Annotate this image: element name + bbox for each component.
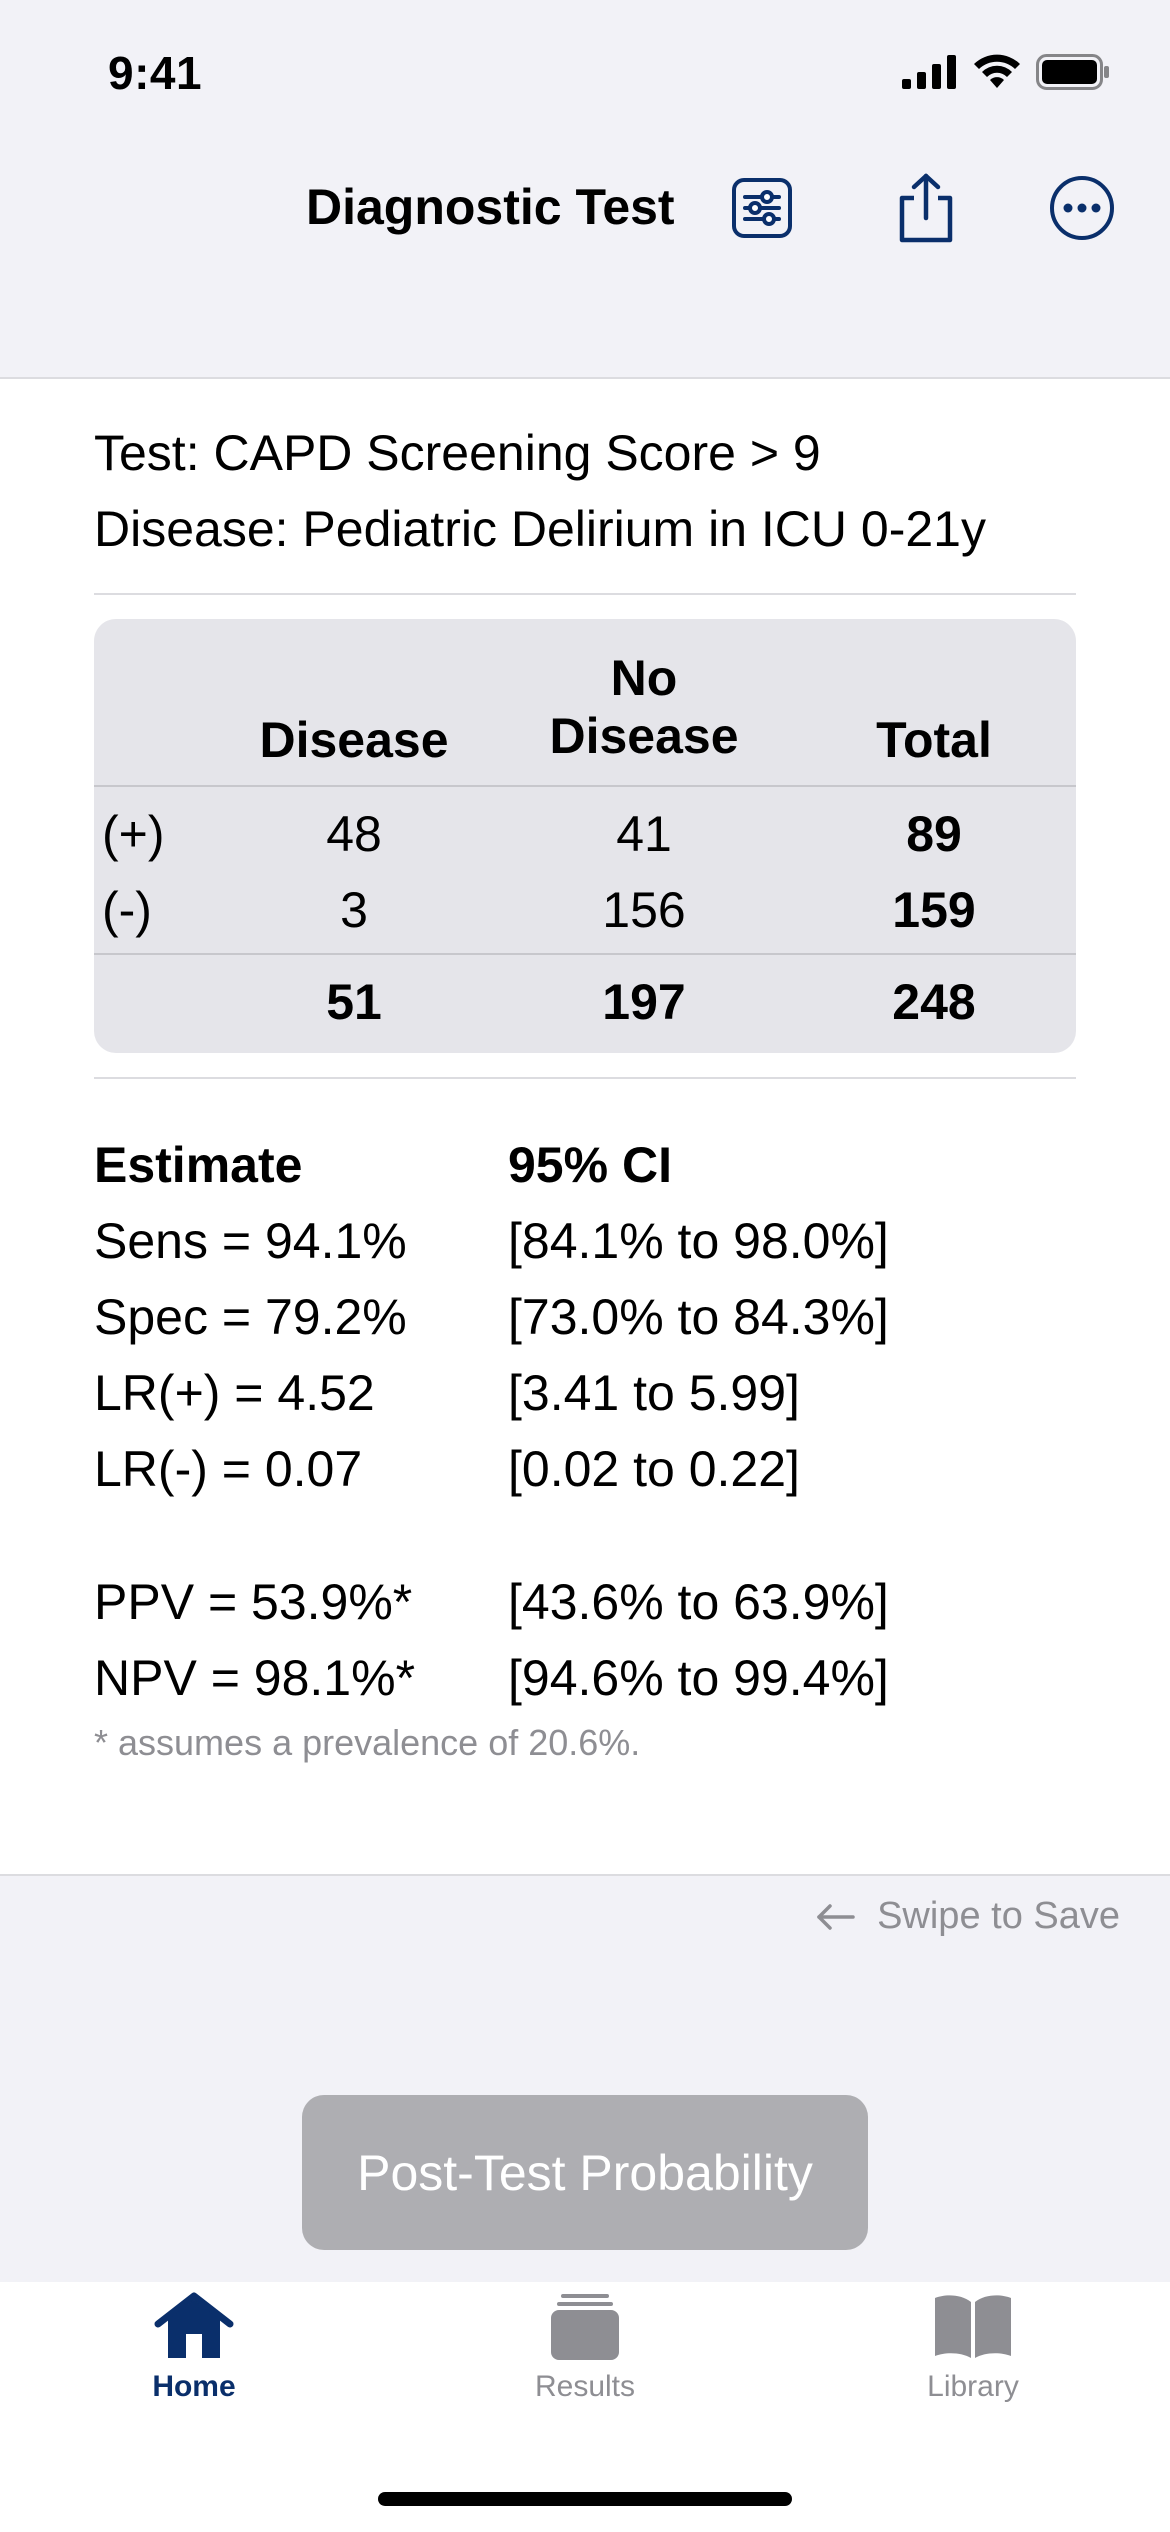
post-test-probability-button[interactable]: Post-Test Probability xyxy=(302,2095,868,2250)
cell-pos-no-disease: 41 xyxy=(616,806,672,862)
cell-neg-total: 159 xyxy=(892,882,976,938)
estimate-sens: Sens = 94.1% xyxy=(94,1213,407,1269)
estimate-npv: NPV = 98.1%* xyxy=(94,1650,416,1706)
table-divider xyxy=(94,1077,1076,1079)
page-title: Diagnostic Test xyxy=(306,179,675,235)
tab-home-label: Home xyxy=(152,2370,236,2403)
sliders-icon xyxy=(731,177,793,239)
col-header-no-disease-line1: No xyxy=(610,650,678,706)
home-indicator xyxy=(378,2492,792,2506)
estimate-lr-negative: LR(-) = 0.07 xyxy=(94,1441,363,1497)
info-divider xyxy=(94,593,1076,595)
col-header-disease: Disease xyxy=(259,712,449,768)
swipe-to-save-hint[interactable] xyxy=(815,1895,1120,1938)
test-name: Test: CAPD Screening Score > 9 xyxy=(94,425,821,481)
total-grand: 248 xyxy=(892,974,976,1030)
tab-results-label: Results xyxy=(534,2370,636,2403)
ci-npv: [94.6% to 99.4%] xyxy=(508,1650,889,1706)
col-header-no-disease-line2: Disease xyxy=(549,708,739,764)
estimate-header: Estimate xyxy=(94,1137,303,1193)
estimate-ppv: PPV = 53.9%* xyxy=(94,1574,413,1630)
ci-ppv: [43.6% to 63.9%] xyxy=(508,1574,889,1630)
share-button[interactable] xyxy=(888,170,964,246)
more-options-button[interactable] xyxy=(1044,170,1120,246)
tab-home[interactable] xyxy=(74,2290,314,2440)
row-label-positive: (+) xyxy=(102,806,165,862)
table-header-line xyxy=(94,785,1076,787)
cell-pos-disease: 48 xyxy=(326,806,382,862)
contingency-table xyxy=(94,619,1076,1053)
disease-name: Disease: Pediatric Delirium in ICU 0-21y xyxy=(94,501,986,557)
results-icon xyxy=(543,2290,627,2362)
status-bar xyxy=(0,0,1170,140)
navigation-bar xyxy=(0,140,1170,378)
table-total-line xyxy=(94,953,1076,955)
total-disease: 51 xyxy=(326,974,382,1030)
row-label-negative: (-) xyxy=(102,882,152,938)
library-icon xyxy=(931,2290,1015,2362)
ci-spec: [73.0% to 84.3%] xyxy=(508,1289,889,1345)
status-icons xyxy=(902,52,1110,92)
cell-neg-disease: 3 xyxy=(340,882,368,938)
tab-library-label: Library xyxy=(927,2370,1019,2403)
col-header-total: Total xyxy=(876,712,992,768)
arrow-left-icon xyxy=(815,1902,855,1932)
status-time: 9:41 xyxy=(108,47,203,99)
tab-results[interactable] xyxy=(465,2290,705,2440)
total-no-disease: 197 xyxy=(602,974,686,1030)
home-icon xyxy=(152,2290,236,2362)
ci-header: 95% CI xyxy=(508,1137,672,1193)
swipe-to-save-label: Swipe to Save xyxy=(877,1895,1120,1937)
estimate-spec: Spec = 79.2% xyxy=(94,1289,407,1345)
ci-sens: [84.1% to 98.0%] xyxy=(508,1213,889,1269)
prevalence-footnote: * assumes a prevalence of 20.6%. xyxy=(94,1722,641,1763)
battery-icon xyxy=(1036,54,1110,90)
ci-lr-negative: [0.02 to 0.22] xyxy=(508,1441,800,1497)
cellular-signal-icon xyxy=(902,55,958,89)
wifi-icon xyxy=(972,54,1022,90)
cell-pos-total: 89 xyxy=(906,806,962,862)
tab-library[interactable] xyxy=(853,2290,1093,2440)
ci-lr-positive: [3.41 to 5.99] xyxy=(508,1365,800,1421)
estimate-lr-positive: LR(+) = 4.52 xyxy=(94,1365,375,1421)
cell-neg-no-disease: 156 xyxy=(602,882,686,938)
share-icon xyxy=(894,172,958,244)
adjust-settings-button[interactable] xyxy=(724,170,800,246)
content-divider xyxy=(0,1874,1170,1876)
more-icon xyxy=(1049,175,1115,241)
